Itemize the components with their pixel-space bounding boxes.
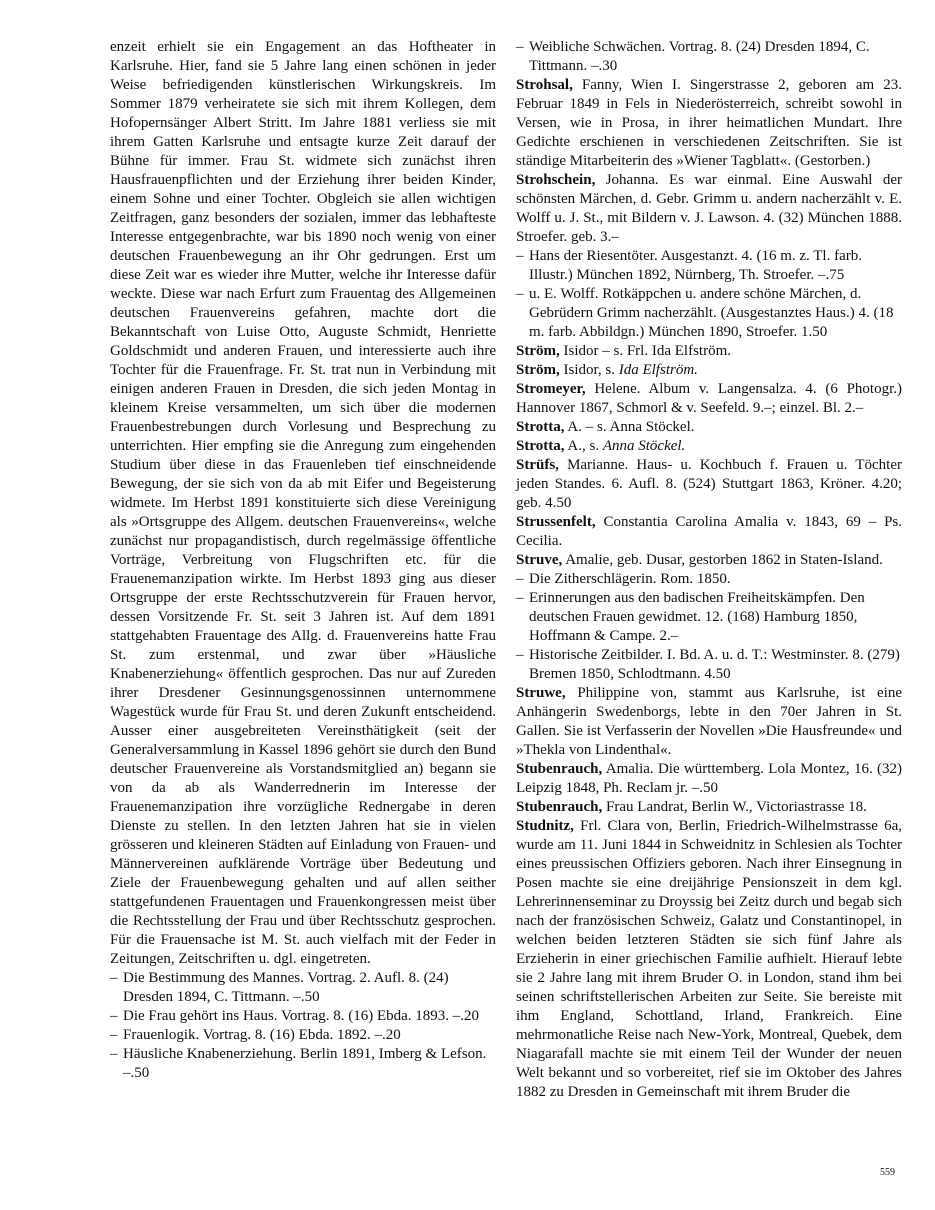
right-column [516, 38, 902, 1102]
entry-name: Struve, [516, 552, 563, 568]
work-entry: – Frauenlogik. Vortrag. 8. (16) Ebda. 1892. –.20 [110, 1027, 401, 1043]
work-entry: – Häusliche Knabenerziehung. Berlin 1891, Imberg & Lefson. –.50 [110, 1046, 487, 1081]
entry-stromeyer: Stromeyer, Helene. Album v. Langensalza. 4. (6 Photogr.) Hannover 1867, Schmorl & v. Seefeld. 9.–; einzel. Bl. 2.– [516, 381, 903, 416]
entry-struwe: Struwe, Philippine von, stammt aus Karlsruhe, ist eine Anhängerin Swedenborgs, lebte in den 70er Jahren in St. Gallen. Sie ist Verfasserin der Novellen »Die Hausfreunde« und »Thekla von Lindenthal«. [516, 685, 902, 758]
entry-strussenfelt: Strussenfelt, Constantia Carolina Amalia v. 1843, 69 – Ps. Cecilia. [516, 514, 903, 549]
entry-name: Stubenrauch, [516, 761, 603, 777]
entry-name: Struwe, [516, 685, 566, 701]
entry-strotta: Strotta, A. – s. Anna Stöckel. [516, 419, 695, 435]
entry-strom: Ström, Isidor – s. Frl. Ida Elfström. [516, 343, 731, 359]
work-entry: – Die Bestimmung des Mannes. Vortrag. 2. Aufl. 8. (24) Dresden 1894, C. Tittmann. –.50 [110, 970, 449, 1005]
entry-struve: Struve, Amalie, geb. Dusar, gestorben 1862 in Staten-Island. [516, 552, 883, 568]
entry-name: Stromeyer, [516, 381, 586, 397]
entry-name: Strohsal, [516, 77, 573, 93]
entry-name: Strussenfelt, [516, 514, 596, 530]
work-entry: – Die Frau gehört ins Haus. Vortrag. 8. (16) Ebda. 1893. –.20 [110, 1008, 480, 1024]
work-entry: – Erinnerungen aus den badischen Freiheitskämpfen. Den deutschen Frauen gewidmet. 12. (168) Hamburg 1850, Hoffmann & Campe. 2.– [516, 590, 865, 644]
entry-name: Ström, [516, 343, 560, 359]
biography-text: enzeit erhielt sie ein Engagement an das Hoftheater in Karlsruhe. Hier, fand sie 5 Jahre lang einen schönen in jeder Weise befriedigenden künstlerischen Wirkungskreis. Im Sommer 1879 verheiratete sie sich mit ihrem Kollegen, dem Hofopernsänger Albert Stritt. Im Jahre 1881 verliess sie mit ihrem Gatten Karlsruhe und entsagte kurze Zeit darauf der Bühne für immer. Frau St. widmete sich zunächst ihren Hausfrauenpflichten und der Erziehung ihrer beiden Kinder, einem Sohne und einer Tochter. Obgleich sie allen wichtigen Zeitfragen, ganz besonders der sozialen, immer das lebhafteste Interesse entgegenbrachte, war bis 1890 noch wenig von einer deutschen Frauenbewegung an ihr Ohr gedrungen. Erst um diese Zeit war es wieder ihre Mutter, welche ihr Interesse dafür weckte. Diese war nach Erfurt zum Frauentag des Allgemeinen deutschen Frauenvereins gefahren, machte dort die Bekanntschaft von Luise Otto, Auguste Schmidt, Henriette Goldschmidt und anderen Frauen, und interessierte auch ihre Tochter für die Frauenfrage. Fr. St. trat nun in Verbindung mit einigen anderen Frauen in Dresden, die sich jeden Montag in kleinem Kreise versammelten, um sich über die modernen Frauenbestrebungen durch Vorlesung und Besprechung zu unterrichten. Hier empfing sie die Anregung zum eingehenden Studium über diese in das Frauenleben tief einschneidende Bewegung, der sie sich von da ab mit Eifer und Begeisterung widmete. Im Herbst 1891 konstituierte sich diese Vereinigung als »Ortsgruppe des Allgem. deutschen Frauenvereins«, welche zunächst nur propagandistisch, durch regelmässige öffentliche Vorträge, Verbreitung von Flugschriften etc. für die Frauenemanzipation wirkte. Im Herbst 1893 ging aus dieser Ortsgruppe der erste Rechtsschutzverein für Frauen hervor, dessen Vorsitzende Fr. St. seit 3 Jahren ist. Auf dem 1891 stattgehabten Frauentage des Allg. d. Frauenvereins hatte Frau St. zum erstenmal, und zwar über »Häusliche Knabenerziehung« öffentlich gesprochen. Das nur auf Zureden ihrer Dresdener Gesinnungsgenossinnen unternommene Wagestück wurde für Frau St. und deren Zukunft entscheidend. Ausser einer ausgebreiteten Vereinsthätigkeit (seit der Generalversammlung in Kassel 1896 gehört sie durch den Bund deutscher Frauenvereine als Vorstandsmitglied an) begann sie von da ab als Wanderrednerin im Interesse der Frauenemanzipation ihre vorzügliche Rednergabe in deren Dienste zu stellen. In den letzten Jahren hat sie in vielen grösseren und kleineren Städten auf Einladung von Frauen- und Männervereinen aufklärende Vorträge über Bedeutung und Ziele der Frauenbewegung gehalten und auf allen seither stattgefundenen Frauentagen und Frauenkongressen meist über die Rechtsstellung der Frau und über Rechtsschutz gesprochen. Für die Frauensache ist M. St. auch vielfach mit der Feder in Zeitungen, Zeitschriften u. dgl. eingetreten. [110, 39, 496, 967]
work-entry: – u. E. Wolff. Rotkäppchen u. andere schöne Märchen, d. Gebrüdern Grimm nacherzählt. (Ausgestanztes Haus.) 4. (18 m. farb. Abbildgn.) München 1890, Stroefer. 1.50 [516, 286, 894, 340]
entry-name: Strotta, [516, 438, 565, 454]
entry-name: Studnitz, [516, 818, 574, 834]
entry-name: Ström, [516, 362, 560, 378]
entry-studnitz: Studnitz, Frl. Clara von, Berlin, Friedrich-Wilhelmstrasse 6a, wurde am 11. Juni 1844 in Schweidnitz in Schlesien als Tochter eines preussischen Offiziers geboren. Nach ihrer Einsegnung in Posen machte sie eine dreijährige Pensionszeit in dem kgl. Lehrerinnenseminar zu Droyssig bei Zeitz durch und begab sich nach der französischen Schweiz, Galatz und Constantinopel, in welchen beiden letzteren Städten sie sich fünf Jahre als Erzieherin in einer griechischen Familie aufhielt. Hierauf lebte sie 2 Jahre lang mit ihrem Bruder O. in London, stand ihm bei seinen schriftstellerischen Arbeiten zur Seite. Sie bereiste mit ihm England, Schottland, Irland, Frankreich. Eine mehrmonatliche Reise nach New-York, Montreal, Quebek, dem Niagarafall machte sie mit einem Teil der Wunder der neuen Welt bekannt und so vorbereitet, rief sie im Oktober des Jahres 1882 zu Dresden in Gemeinschaft mit ihrem Bruder die [516, 818, 903, 1100]
page-number: 559 [880, 1167, 895, 1178]
entry-name: Stubenrauch, [516, 799, 603, 815]
entry-strohschein: Strohschein, Johanna. Es war einmal. Eine Auswahl der schönsten Märchen, d. Gebr. Grimm u. andern nacherzählt v. E. Wolff u. J. St., mit Bildern v. J. Lawson. 4. (32) München 1888. Stroefer. geb. 3.– [516, 172, 902, 245]
work-entry: – Die Zitherschlägerin. Rom. 1850. [516, 571, 731, 587]
entry-name: Strotta, [516, 419, 565, 435]
entry-name: Strüfs, [516, 457, 559, 473]
work-entry: – Historische Zeitbilder. I. Bd. A. u. d. T.: Westminster. 8. (279) Bremen 1850, Schlodtmann. 4.50 [516, 647, 900, 682]
entry-strohsal: Strohsal, Fanny, Wien I. Singerstrasse 2, geboren am 23. Februar 1849 in Fels in Niederösterreich, schreibt sowohl in Versen, wie in Prosa, in ihrer heimatlichen Mundart. Ihre Gedichte erschienen in verschiedenen Zeitschriften. Sie ist ständige Mitarbeiterin des »Wiener Tagblatt«. (Gestorben.) [516, 77, 902, 169]
entry-name: Strohschein, [516, 172, 596, 188]
entry-strom-2: Ström, Isidor, s. Ida Elfström. [516, 362, 698, 378]
entry-strotta-2: Strotta, A., s. Anna Stöckel. [516, 438, 686, 454]
left-column [110, 38, 496, 1083]
entry-strufs: Strüfs, Marianne. Haus- u. Kochbuch f. Frauen u. Töchter jeden Standes. 6. Aufl. 8. (524) Stuttgart 1863, Kröner. 4.20; geb. 4.50 [516, 457, 902, 511]
entry-stubenrauch-2: Stubenrauch, Frau Landrat, Berlin W., Victoriastrasse 18. [516, 799, 867, 815]
entry-stubenrauch: Stubenrauch, Amalia. Die württemberg. Lola Montez, 16. (32) Leipzig 1848, Ph. Reclam jr. –.50 [516, 761, 902, 796]
work-entry: – Hans der Riesentöter. Ausgestanzt. 4. (16 m. z. Tl. farb. Illustr.) München 1892, Nürnberg, Th. Stroefer. –.75 [516, 248, 862, 283]
work-entry: – Weibliche Schwächen. Vortrag. 8. (24) Dresden 1894, C. Tittmann. –.30 [516, 39, 870, 74]
